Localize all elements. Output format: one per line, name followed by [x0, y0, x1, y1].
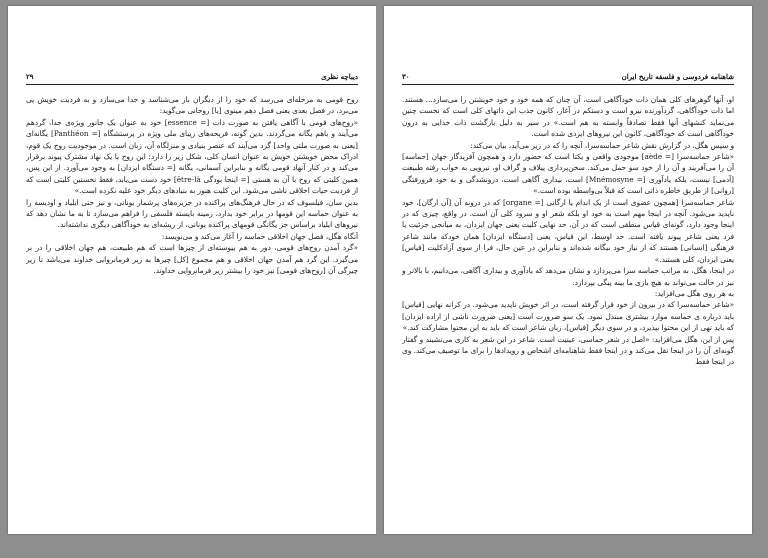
page-gutter — [376, 6, 384, 534]
right-running-title: شاهنامه فردوسی و فلسفه تاریخ ایران — [621, 72, 734, 81]
left-paragraph: بدین سان، فیلسوف که در حال فرهنگ‌های پراکنده در جزیره‌های پرشمار یونانی، و نیز حتی ایلیاد و اودیسه را به عنوان حماسه این قومها در برابر خود بدارد، زمینه بایسته فلسفی را فراهم می‌سازد تا به ما نشان دهد که نیروهای ایلیاد براساس جز یگانگی قومهای پراکنده یونانی، از ریشه‌ای به خودآگاهی دیگری نداشته‌اند. — [26, 197, 358, 230]
left-paragraph: آنگاه هگل، فصل جهان اخلاقی حماسه را آغاز می‌کند و می‌نویسد: — [161, 231, 358, 241]
right-paragraph: شاعر حماسه‌سرا [همچون عضوی است از یک اندام یا ارگانی [= organe] که در درونه آن [آن ارگان]، خود ناپدید می‌شود. آنچه در اینجا مهم است به خود او بلکه شعر او و سرود کلی آن است. در واقع، چیزی که در اینجا وجود دارد، گونه‌ای قیاس منطقی است که در آن، حد نهایی کلیت یعنی جهان ایزدان، به میانجی جزئیت یا فرد یعنی شاعر پیوند یافته است. حد اوسط، این قیاس، یعنی [دستگاه ایزدان] همان خودکه مانند شاعر فرهنگی [انسانی] هستند که از نیاز خود بیگانه شده‌اند و بنابراین در عین حال، فرا از سوی آزادکلیت [قیاس] یعنی ایزدان، کلی هستند.» — [402, 197, 734, 264]
right-paragraph: و سپس هگل، در گزارش نقش شاعر حماسه‌سرا، آنچه را که در زیر می‌آید، بیان می‌کند: — [470, 140, 734, 150]
left-page-number: ۲۹ — [26, 72, 34, 81]
left-running-title: دیباچه نظری — [321, 72, 358, 81]
right-paragraph: «شاعر حماسه‌سرا [= aède] موجودی واقعی و یکتا است که حضور دارد و همچون آفریدگار جهان [حماسه] آن را می‌آفریند و آن را از خود سو حمل می‌کند. سخن‌پردازی پیلاف و گراف او، نیرویی به خواب رفته طبیعت [آدمی] نیست، بلکه یادآوری [= Mnémosyne] است، بیداری آگاهی است، درونشدگی و به خود فرورفتگی [روانی] از طریق خاطره ذاتی است که قبلاً بی‌واسطه بوده است.» — [402, 152, 734, 196]
right-paragraph: پس از این، هگل می‌افزاید: «اصل در شعر حماسی، عینیت است. شاعر در این شعر به کاری می‌نشیند و گفتار گونه‌ای آن را در اینجا نقل می‌کند و در اینجا فقط شاهنامه‌ای اشخاص و رویدادها را برای ما توصیف می‌کند. وی در اینجا فقط — [402, 334, 734, 367]
right-paragraph: به هر روی هگل می‌افزاید: — [654, 288, 734, 298]
right-page-number: ۳۰ — [402, 72, 410, 81]
right-page — [384, 6, 752, 534]
right-running-head — [402, 72, 734, 85]
right-paragraph: «شاعر حماسه‌سرا که در بیرون از خود قرار گرفته است، در اثر خویش ناپدید می‌شود. در کرانه نهایی [قیاس] باید درباره ی حماسه موارد بیشتری مبتذل نمود. یک سو ضرورت است [یعنی ضرورت ناشی از اراده ایزدان] که باید تهی از این محتوا بپذیرد، و در سوی دیگر [قیاس]، زبان شاعر است که باید به این محتوا مشارکت کند.» — [402, 300, 734, 333]
right-paragraph: در اینجا، هگل، به مراتب حماسه سرا می‌پردازد و نشان می‌دهد که یادآوری و بیداری آگاهی، می‌دانیم، با بالاتر و نیز در حالت می‌تواند به هیچ بازی ما بینه پیگی بپردازد. — [402, 266, 734, 287]
left-running-head — [26, 72, 358, 85]
left-page — [8, 6, 376, 534]
left-paragraph: «گرد آمدن روح‌های قومی، دور به هم پیوسته‌ای از چیزها است که هم طبیعت، هم جهان اخلاقی را در بر می‌گیرد. این گرد هم آمدن جهان اخلاقی و هم مجموع [کل] چیزها به زیر فرمانروایی خداوند می‌باشد تا زیر چیرگی آن [روح‌های قومی] نیز خود را بیشتر زیر فرمانروایی خداوند. — [26, 243, 358, 276]
left-paragraph: روح قومی به مرحله‌ای می‌رسد که خود را از دیگران باز می‌شناسد و جدا می‌سازد و به فردیت خویش پی می‌برد، در فصل بعدی یعنی فصل دهم مینوی [یا] روحانی می‌گوید: — [26, 95, 358, 116]
right-body-text — [402, 94, 734, 522]
left-body-text — [26, 94, 358, 522]
right-paragraph: او، آنها گوهرهای کلی همان ذات خودآگاهی است، آن چنان که همه خود و خود خویشتن را می‌سازد... هستند. اما ذات خودآگاهی، گردآورنده نیرو است و دستکم در آغاز، کانون جذب این ذاتهای کلی است که نخست چنین می‌نماید کنشهای آنها فقط تصادفاً وابسته به هم است.» در سیر به دلیل بازگشت ذات خدایی به درون خودآگاهی است که خودآگاهی، کانون این نیروهای ایزدی شده است. — [402, 95, 734, 139]
left-paragraph: «روح‌های قومی با آگاهی یافتن به صورت ذات [= essence] خود به عنوان یک جانور ویژه‌ی جدا، گردهم می‌آیند و باهم یگانه می‌گردند. بدین گونه، قریحه‌های زیبای ملی ویژه در پرستشگاه [= Panthéon] یگانه‌ای [یعنی به صورت ملتی واحد] گرد می‌آیند که عنصر بنیادی و منزلگاه آن، زبان است. در موجودیت روح یک قوم، ادراک محض خویشتن خویش به عنوان انسان کلی، شکل زیر را دارد: این روح با یک نهاد مشترک پیوند برقرار می‌کند و در کنار آنهاد قومی یگانه و بنابراین آسمانی، یگانه [= دستگاه ایزدان] به وجود می‌آورد. از این پس، همین کلیتی که روح با آن به هستی [= اینجا بودگی être-là] خود دست می‌یابد، فقط نخستین کلیتی است که از فردیت حیات اخلاقی ناشی می‌شود. این کلیت هنوز به بنیادهای دیگر خود علیه نکرده است.» — [26, 117, 358, 196]
